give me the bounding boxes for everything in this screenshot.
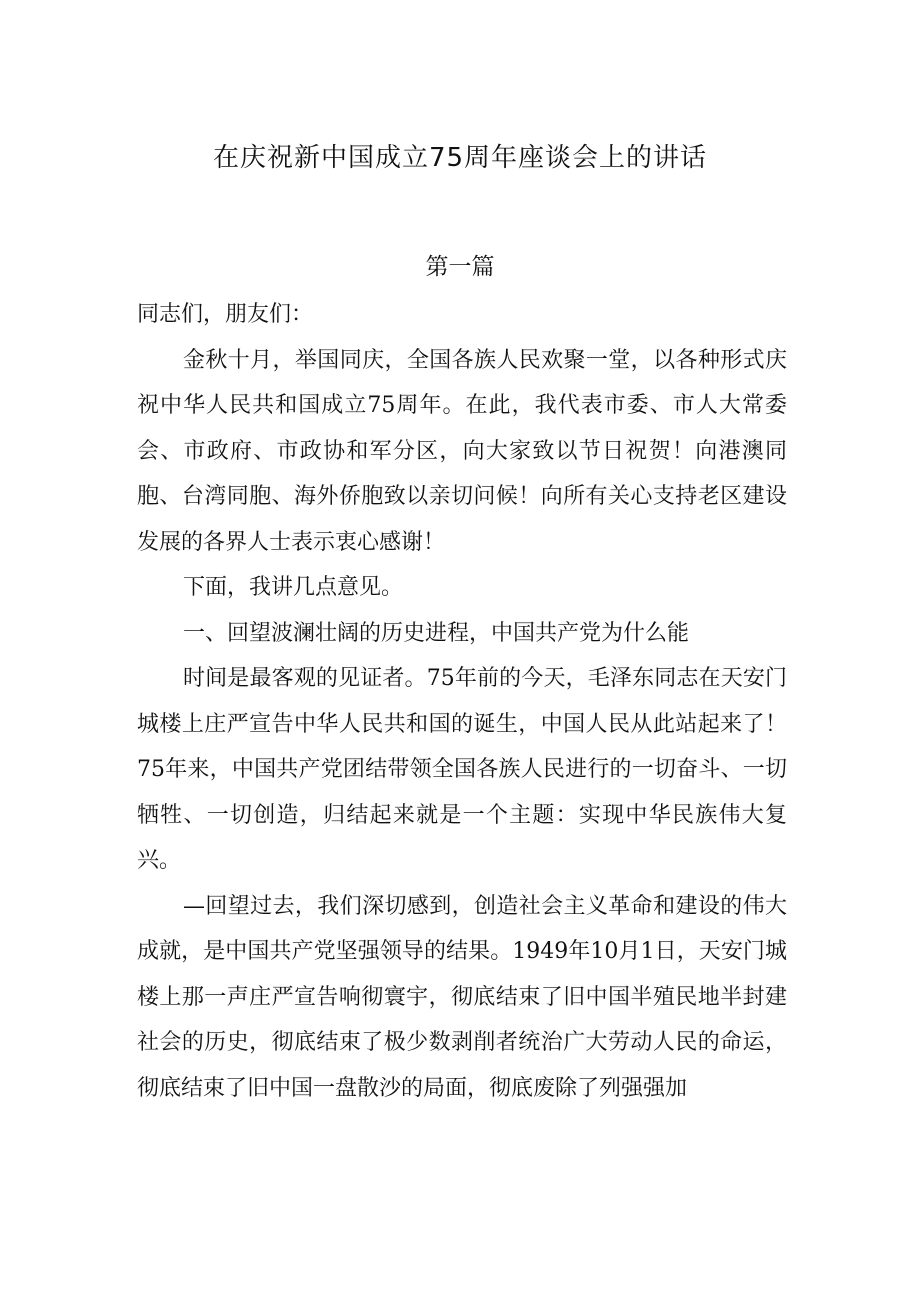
paragraph: 金秋十月，举国同庆，全国各族人民欢聚一堂，以各种形式庆祝中华人民共和国成立75周年。在此，我代表市委、市人大常委会、市政府、市政协和军分区，向大家致以节日祝贺！向港澳同胞、台湾同胞、海外侨胞致以亲切问候！向所有关心支持老区建设发展的各界人士表示衷心感谢！ [137, 347, 787, 555]
paragraph: 时间是最客观的见证者。75年前的今天，毛泽东同志在天安门城楼上庄严宣告中华人民共和国的诞生，中国人民从此站起来了！75年来，中国共产党团结带领全国各族人民进行的一切奋斗、一切牺牲、一切创造，归结起来就是一个主题：实现中华民族伟大复兴。 [137, 666, 787, 873]
paragraph: —回望过去，我们深切感到，创造社会主义革命和建设的伟大成就，是中国共产党坚强领导的结果。1949年10月1日，天安门城楼上那一声庄严宣告响彻寰宇，彻底结束了旧中国半殖民地半封建社会的历史，彻底结束了极少数剥削者统治广大劳动人民的命运，彻底结束了旧中国一盘散沙的局面，彻底废除了列强强加 [137, 893, 787, 1101]
section-heading: 第一篇 [425, 254, 495, 280]
document-title: 在庆祝新中国成立75周年座谈会上的讲话 [212, 143, 708, 173]
paragraph: 一、回望波澜壮阔的历史进程，中国共产党为什么能 [183, 620, 690, 646]
document-body [137, 292, 787, 1111]
greeting: 同志们，朋友们： [137, 302, 314, 327]
paragraph: 下面，我讲几点意见。 [183, 575, 404, 600]
